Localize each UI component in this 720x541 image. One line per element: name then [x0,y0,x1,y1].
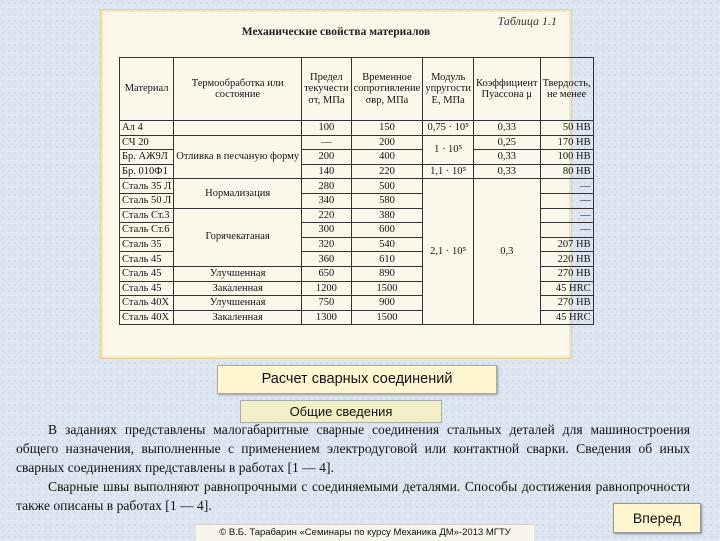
cell-treatment: Улучшенная [174,296,302,311]
paragraph-2: Сварные швы выполняют равнопрочными с соединяемыми деталями. Способы достижения равнопрочности также описаны в работах [1 — 4]. [16,479,690,513]
header-yield: Предел текучести σт, МПа [302,58,352,121]
cell-yield: 140 [302,164,352,179]
cell-tensile: 200 [351,135,423,150]
cell-tensile: 610 [351,252,423,267]
cell-yield: 320 [302,237,352,252]
footer-copyright: © В.Б. Тарабарин «Семинары по курсу Механика ДМ»-2013 МГТУ [196,524,534,541]
cell-hardness: 270 HB [540,266,593,281]
cell-yield: 750 [302,296,352,311]
cell-hardness: 50 HB [540,121,593,136]
cell-poisson-steel: 0,3 [473,179,540,325]
table-row [120,121,594,136]
cell-yield: 1300 [302,310,352,325]
cell-tensile: 900 [351,296,423,311]
cell-material: Бр. 010Ф1 [120,164,174,179]
cell-modulus: 0,75 · 10⁵ [423,121,474,136]
cell-poisson: 0,33 [473,121,540,136]
cell-material: Сталь 40Х [120,310,174,325]
cell-material: Сталь 35 [120,237,174,252]
cell-treatment: Закаленная [174,281,302,296]
cell-tensile: 540 [351,237,423,252]
cell-material: Сталь Ст.6 [120,223,174,238]
cell-hardness: — [540,193,593,208]
table-label: Таблица 1.1 [497,14,557,28]
cell-material: Ал 4 [120,121,174,136]
cell-hardness: 220 HB [540,252,593,267]
cell-material: Сталь 35 Л [120,179,174,194]
cell-modulus-bronze: 1 · 10⁵ [423,135,474,164]
cell-tensile: 150 [351,121,423,136]
table-row [120,135,594,150]
properties-table [119,57,594,325]
cell-hardness: 45 HRC [540,310,593,325]
table-row [120,179,594,194]
cell-tensile: 380 [351,208,423,223]
cell-tensile: 400 [351,150,423,165]
header-poisson: Коэффициент Пуассона μ [473,58,540,121]
cell-yield: 340 [302,193,352,208]
cell-treatment-hot-rolled: Горячекатаная [174,208,302,266]
header-treatment: Термообработка или состояние [174,58,302,121]
body-text [16,420,690,515]
cell-material: СЧ 20 [120,135,174,150]
paragraph-1: В заданиях представлены малогабаритные сварные соединения стальных деталей для машиностроения общего назначения, выполненные с применением электродуговой или контактной сварки. Сведения об иных сварных соединениях представлены в работах [1 — 4]. [16,422,690,475]
cell-hardness: 80 HB [540,164,593,179]
cell-yield: 280 [302,179,352,194]
cell-tensile: 890 [351,266,423,281]
cell-tensile: 220 [351,164,423,179]
cell-hardness: 170 HB [540,135,593,150]
cell-hardness: 100 HB [540,150,593,165]
cell-material: Сталь 45 [120,252,174,267]
cell-hardness: — [540,208,593,223]
cell-treatment: Закаленная [174,310,302,325]
cell-tensile: 500 [351,179,423,194]
subsection-heading: Общие сведения [240,400,442,423]
cell-treatment: Улучшенная [174,266,302,281]
header-tensile: Временное сопротивление σвр, МПа [351,58,423,121]
cell-tensile: 580 [351,193,423,208]
cell-material: Сталь 45 [120,266,174,281]
cell-hardness: 207 HB [540,237,593,252]
section-heading: Расчет сварных соединений [217,365,497,394]
cell-material: Сталь 50 Л [120,193,174,208]
cell-hardness: — [540,223,593,238]
cell-yield: 100 [302,121,352,136]
cell-tensile: 1500 [351,281,423,296]
cell-material: Бр. АЖ9Л [120,150,174,165]
cell-poisson: 0,25 [473,135,540,150]
header-hardness: Твердость, не менее [540,58,593,121]
cell-yield: 200 [302,150,352,165]
cell-tensile: 600 [351,223,423,238]
header-material: Материал [120,58,174,121]
cell-modulus-steel: 2,1 · 10⁵ [423,179,474,325]
cell-yield: 650 [302,266,352,281]
cell-yield: 300 [302,223,352,238]
cell-poisson: 0,33 [473,150,540,165]
table-image [100,9,591,359]
cell-hardness: — [540,179,593,194]
cell-material: Сталь Ст.3 [120,208,174,223]
table-header-row [120,58,594,121]
cell-treatment [174,121,302,136]
cell-material: Сталь 45 [120,281,174,296]
cell-yield: 360 [302,252,352,267]
cell-poisson: 0,33 [473,164,540,179]
cell-treatment-normalization: Нормализация [174,179,302,208]
cell-modulus: 1,1 · 10⁵ [423,164,474,179]
cell-yield: 220 [302,208,352,223]
cell-hardness: 270 HB [540,296,593,311]
cell-yield: 1200 [302,281,352,296]
cell-tensile: 1500 [351,310,423,325]
table-title: Механические свойства материалов [241,26,431,38]
cell-treatment-casting: Отливка в песчаную форму [174,135,302,179]
cell-hardness: 45 HRC [540,281,593,296]
header-modulus: Модуль упругости Е, МПа [423,58,474,121]
next-button[interactable]: Вперед [613,503,701,533]
cell-yield: — [302,135,352,150]
cell-material: Сталь 40Х [120,296,174,311]
